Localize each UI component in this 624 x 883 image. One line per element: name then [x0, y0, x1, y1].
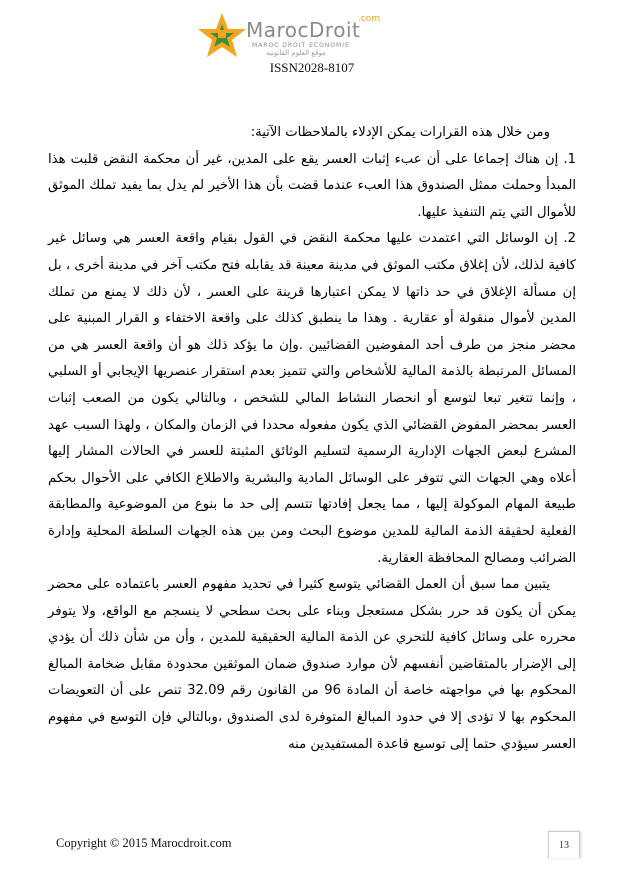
logo-subtitle-latin: MAROC DROIT ECONOMIE [252, 42, 350, 49]
point-1-paragraph: 1. إن هناك إجماعا على أن عبء إثبات العسر يقع على المدين، غير أن محكمة النقض قلبت هذا المبدأ وحملت ممثل الصندوق هذا العبء عندما قضت بأن هذا الأخير لم يدل بما يفيد تملك الموثق للأموال التي يتم التنفيذ عليها. [48, 151, 576, 220]
intro-paragraph: ومن خلال هذه القرارات يمكن الإدلاء بالملاحظات الآتية: [250, 125, 550, 140]
logo-domain-suffix: .com [358, 14, 381, 24]
logo-name: MarocDroit [246, 18, 361, 42]
article-body [48, 120, 576, 758]
conclusion-paragraph: يتبين مما سبق أن العمل القضائي يتوسع كثيرا في تحديد مفهوم العسر باعتماده على محضر يمكن أن يكون قد حرر بشكل مستعجل وبناء على بحث سطحي لا ينسجم مع الواقع، ولا يتوفر محرره على وسائل كافية للتحري عن الذمة المالية الحقيقية للمدين ، وأن من شأن ذلك أن يؤدي إلى الإضرار بالمتقاضين أنفسهم لأن موارد صندوق ضمان الموثقين محدودة مقابل ضخامة المبالغ المحكوم بها في مواجهته خاصة أن المادة 96 من القانون رقم 32.09 تنص على أن التعويضات المحكوم بها لا تؤدى إلا في حدود المبالغ المتوفرة لدى الصندوق ،وبالتالي فإن التوسع في مفهوم العسر سيؤدي حتما إلى توسيع قاعدة المستفيدين منه [48, 577, 576, 752]
copyright-notice: Copyright © 2015 Marocdroit.com [56, 836, 232, 850]
point-2-paragraph: 2. إن الوسائل التي اعتمدت عليها محكمة النقض في القول بقيام واقعة العسر هي وسائل غير كافية لذلك، لأن إغلاق مكتب الموثق في مدينة معينة قد يقابله فتح مكتب آخر في مدينة أخرى ، بل إن مسألة الإغلاق في حد ذاتها لا يمكن اعتبارها قرينة على العسر ، لأن ذلك لا يمنع من تملك المدين لأموال منقولة أو عقارية . وهذا ما ينطبق كذلك على واقعة الاختفاء و القرار المبنية على محضر منجز من طرف أحد المفوضين القضائيين .وإن ما يؤكد ذلك هو أن واقعة العسر هي من المسائل المرتبطة بالذمة المالية للأشخاص والتي تتميز بعدم استقرار عنصريها الإيجابي أو السلبي ، وإنما تتغير تبعا لتوسع أو انحصار النشاط المالي للشخص ، وبالتالي يكون من الصعب إثبات العسر بمحضر المفوض القضائي الذي يكون مفعوله محددا في الزمان والمكان ، ولهذا السبب عهد المشرع لبعض الجهات الإدارية الرسمية لتسليم الوثائق المثبتة للعسر في الحالات المشار إليها أعلاه وهي الجهات التي تتوفر على الوسائل المادية والبشرية والاطلاع الكافي على الأحوال بحكم طبيعة المهام الموكولة إليها ، مما يجعل إفادتها تتسم إلى حد ما بنوع من الموضوعية والمطابقة الفعلية لحقيقة الذمة المالية للمدين موضوع البحث ومن بين هذه الجهات السلطة المحلية وإدارة الضرائب ومصالح المحافظة العقارية. [48, 231, 576, 566]
page-number: 13 [559, 840, 569, 851]
page-number-box [548, 831, 580, 858]
marocdroit-logo[interactable] [196, 12, 406, 58]
issn-number: ISSN2028-8107 [269, 60, 355, 75]
page-header [0, 0, 624, 80]
logo-subtitle-arabic: موقع العلوم القانونية [266, 49, 326, 57]
star-logo-icon [196, 12, 248, 58]
